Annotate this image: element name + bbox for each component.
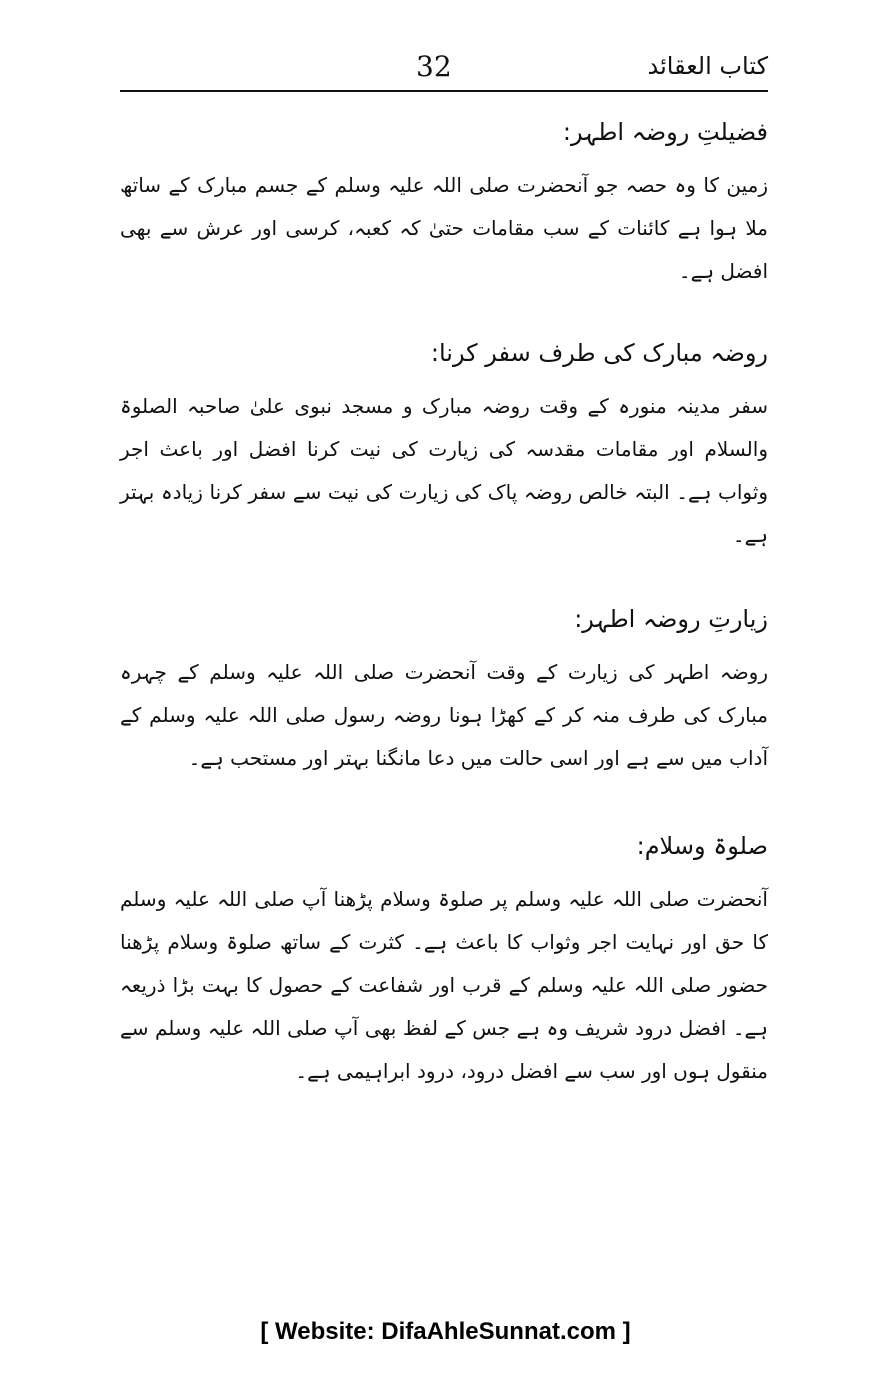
page-number: 32 <box>416 50 452 83</box>
page-header <box>120 48 768 92</box>
book-title: کتاب العقائد <box>647 52 768 80</box>
website-footer: [ Website: DifaAhleSunnat.com ] <box>260 1318 631 1345</box>
section-paragraph: روضہ اطہر کی زیارت کے وقت آنحضرت صلی اللہ علیہ وسلم کے چہرہ مبارک کی طرف منہ کر کے کھڑا ہونا روضہ رسول صلی اللہ علیہ وسلم کے آداب میں سے ہے اور اسی حالت میں دعا مانگنا بہتر اور مستحب ہے۔ <box>120 660 768 770</box>
section-heading: فضیلتِ روضہ اطہر: <box>562 118 768 146</box>
section-visiting-rauza <box>120 597 768 780</box>
page-body <box>120 100 768 1093</box>
section-rauza-virtue <box>120 110 768 293</box>
header-divider <box>120 90 768 92</box>
section-paragraph: آنحضرت صلی اللہ علیہ وسلم پر صلوۃ وسلام پڑھنا آپ صلی اللہ علیہ وسلم کا حق اور نہایت اجر وثواب کا باعث ہے۔ کثرت کے ساتھ صلوۃ وسلام پڑھنا حضور صلی اللہ علیہ وسلم کے قرب اور شفاعت کے حصول کا بہت بڑا ذریعہ ہے۔ افضل درود شریف وہ ہے جس کے لفظ بھی آپ صلی اللہ علیہ وسلم سے منقول ہوں اور سب سے افضل درود، درود ابراہیمی ہے۔ <box>120 887 768 1083</box>
section-paragraph: سفر مدینہ منورہ کے وقت روضہ مبارک و مسجد نبوی علیٰ صاحبہ الصلوۃ والسلام اور مقامات مقدسہ کی زیارت کی نیت کرنا افضل اور باعث اجر وثواب ہے۔ البتہ خالص روضہ پاک کی زیارت کی نیت سے سفر کرنا زیادہ بہتر ہے۔ <box>120 394 768 547</box>
section-heading: زیارتِ روضہ اطہر: <box>574 605 768 633</box>
section-paragraph: زمین کا وہ حصہ جو آنحضرت صلی اللہ علیہ وسلم کے جسم مبارک کے ساتھ ملا ہوا ہے کائنات کے سب مقامات حتیٰ کہ کعبہ، کرسی اور عرش سے بھی افضل ہے۔ <box>120 173 768 283</box>
section-travel-to-rauza <box>120 331 768 557</box>
section-salat-o-salam <box>120 824 768 1093</box>
section-heading: روضہ مبارک کی طرف سفر کرنا: <box>430 339 768 367</box>
section-heading: صلوۃ وسلام: <box>636 832 768 860</box>
